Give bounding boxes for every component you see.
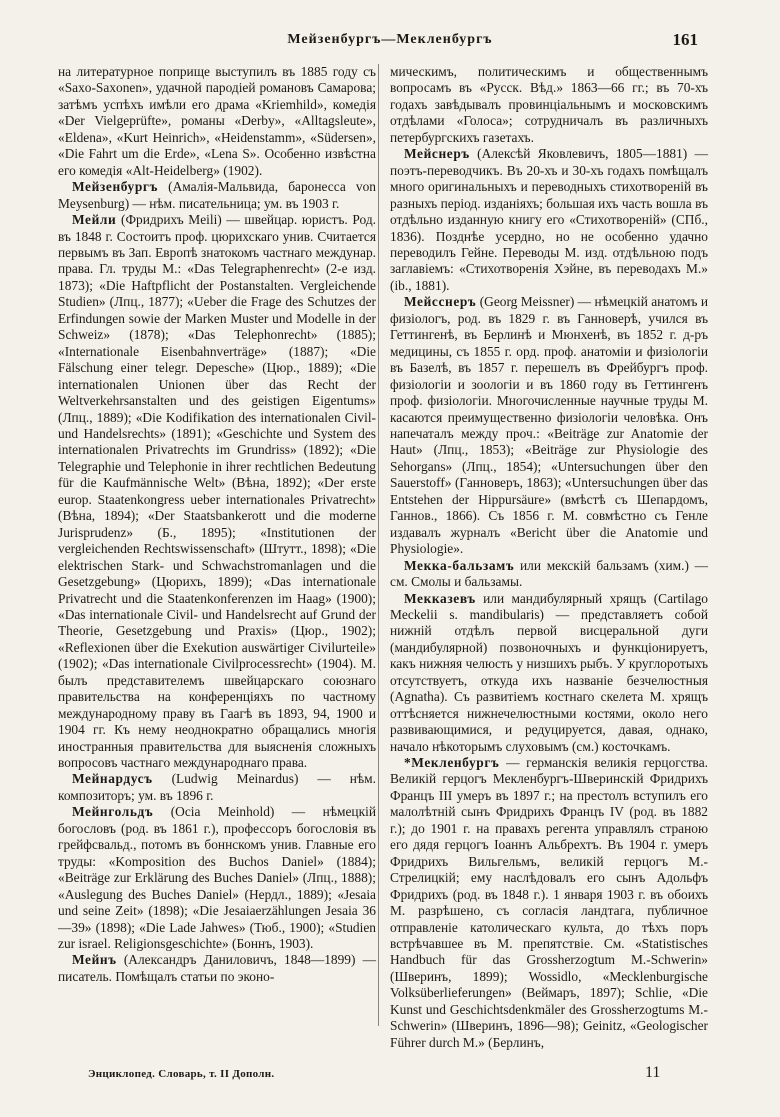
entry-text: или мекскій бальзамъ (хим.) — см. Смолы и бальзамы.: [390, 557, 708, 590]
entry-headword: Мейсснеръ: [404, 294, 477, 310]
entry-text: (Алексѣй Яковлевичъ, 1805—1881) — поэтъ-переводчикъ. Въ 20-хъ и 30-хъ годахъ помѣщалъ много оригинальныхъ и переводныхъ стихотвореній въ разныхъ період. изданіяхъ; большая ихъ часть вошла въ отдѣльно изданную книгу его «Стихотвореній» (СПб., 1836). Позднѣе усердно, но не особенно удачно переводилъ Гейне. Переводы М. изд. отдѣльною подъ заглавіемъ: «Стихотворенія Хэйне, въ переводахъ М.» (ib., 1881).: [390, 146, 708, 293]
entry-text: на литературное поприще выступилъ въ 1885 году съ «Saxo-Saxonen», удачной пародіей романовъ Самарова; затѣмъ успѣхъ имѣли его драма «Kriemhild», комедія «Der Vielgeprüfte», романы «Derby», «Alltagsleute», «Eldena», «Kurt Heinrich», «Heidenstamm», «Südersen», «Die Fahrt um die Erde», «Lena S». Особенно извѣстна его комедія «Alt-Heidelberg» (1902).: [58, 64, 376, 178]
entry-headword: Мейли: [72, 212, 117, 228]
entry-text: мическимъ, политическимъ и общественнымъ вопросамъ въ «Русск. Вѣд.» 1863—66 гг.; въ 70-хъ годахъ завѣдывалъ провинціальнымъ и московскимъ отдѣлами «Голоса»; сотрудничалъ въ различныхъ петербургскихъ газетахъ.: [390, 64, 708, 145]
entry-text: (Александръ Даниловичъ, 1848—1899) — писатель. Помѣщалъ статьи по эконо-: [58, 952, 376, 984]
entry-text: — германскія великія герцогства. Великій герцогъ Мекленбургъ-Шверинскій Фридрихъ Францъ III умеръ въ 1897 г.; на престолъ вступилъ его малолѣтній сынъ Фридрихъ Францъ IV (род. въ 1882 г.); до 1901 г. на правахъ регента управлялъ страною его дядя герцогъ Іоаннъ Альбрехтъ. Въ 1904 г. умеръ Фридрихъ Вильгельмъ, великій герцогъ М.-Стрелицкій; ему наслѣдовалъ его сынъ Адольфъ Фридрихъ (род. въ 1848 г.). 1 января 1903 г. въ обоихъ М. разрѣшено, съ согласія ландтага, публичное отправленіе католическаго культа, до тѣхъ поръ встрѣчавшее въ М. препятствіе. См. «Statistisches Handbuch für das Grossherzogtum M.-Schwerin» (Шверинъ, 1899); Wossidlo, «Mecklenburgische Volksüberlieferungen» (Веймаръ, 1897); Schlie, «Die Kunst und Geschichtsdenkmäler des Grossherzogtums M.-Schwerin» (Шверинъ, 1896—98); Geinitz, «Geologischer Führer durch M.» (Берлинъ,: [390, 755, 708, 1050]
entry: [390, 146, 708, 294]
entry-text: (Амалія-Мальвида, баронесса von Meysenburg) — нѣм. писательница; ум. въ 1903 г.: [58, 179, 376, 211]
right-column: [390, 64, 708, 1051]
entry-headword: Мейнъ: [72, 952, 117, 968]
entry: [390, 294, 708, 557]
entry-headword: Мекказевъ: [404, 590, 476, 606]
column-divider: [378, 64, 379, 1026]
entry-headword: Мейнгольдъ: [72, 804, 154, 820]
entry-headword: Мейнардусъ: [72, 771, 153, 787]
entry-text: (Ocia Meinhold) — нѣмецкій богословъ (род. въ 1861 г.), профессоръ богословія въ грейфсвальд., потомъ въ боннскомъ унив. Главные его труды: «Komposition des Buchos Daniel» (1884); «Beiträge zur Erklärung des Buches Daniel» (Лпц., 1888); «Auslegung des Buches Daniel» (Нердл., 1889); «Jesaia und seine Zeit» (1898); «Die Jesaiaerzählungen Jesaia 36—39» (1898); «Die Lade Jahwes» (Тюб., 1900); «Studien zur israel. Religionsgeschichte» (Боннъ, 1903).: [58, 804, 376, 952]
entry: [58, 212, 376, 771]
entry-headword: Мекка-бальзамъ: [404, 557, 515, 573]
entry-headword: Мейзенбургъ: [72, 179, 158, 195]
entry-text: (Ludwig Meinardus) — нѣм. композиторъ; ум. въ 1896 г.: [58, 771, 376, 803]
entry-headword: *Мекленбургъ: [404, 755, 500, 771]
entry: [390, 558, 708, 591]
entry: [58, 952, 376, 985]
entry-headword: Мейснеръ: [404, 146, 470, 162]
footer-signature: Энциклопед. Словарь, т. II Дополн.: [88, 1068, 275, 1080]
entry-text: (Georg Meissner) — нѣмецкій анатомъ и физіологъ, род. въ 1829 г. въ Ганноверѣ, учился въ Геттингенѣ, въ Берлинѣ и Мюнхенѣ, въ 1852 г. д-ръ медицины, съ 1855 г. орд. проф. анатоміи и физіологіи въ Базелѣ, въ 1857 г. перешелъ въ Фрейбургъ проф. физіологіи и зоологіи и въ 1860 году въ Геттингенъ проф. физіологіи. Многочисленные научные труды М. касаются преимущественно физіологіи человѣка. Онъ напечаталъ между проч.: «Beiträge zur Anatomie der Haut» (Лпц., 1853); «Beiträge zur Physiologie des Sehorgans» (Лпц., 1854); «Untersuchungen über den Sauerstoff» (Ганноверъ, 1863); «Untersuchungen über das Entstehen der Hippursäure» (вмѣстѣ съ Шепардомъ, Ганнов., 1866). Съ 1856 г. М. совмѣстно съ Генле издавалъ журналъ «Bericht über die Anatomie und Physiologie».: [390, 294, 708, 557]
left-column: [58, 64, 376, 985]
entry: [58, 804, 376, 952]
entry: [58, 771, 376, 804]
entry-text: (Фридрихъ Meili) — швейцар. юристъ. Род. въ 1848 г. Состоитъ проф. цюрихскаго унив. Считается первымъ въ Зап. Европѣ знатокомъ частнаго междунар. права. Гл. труды М.: «Das Telegraphenrecht» (2-е изд. 1873); «Die Haftpflicht der Postanstalten. Vergleichende Studien» (Лпц., 1877); «Ueber die Frage des Schutzes der Erfindungen sowie der Marken Muster und Modelle in der Schweiz» (1878); «Das Telephonrecht» (1885); «Internationale Eisenbahnverträge» (1887); «Die Fälschung einer telegr. Depesche» (Цюр., 1889); «Die internationalen Unionen über das Recht der Weltverkehrsanstalten und des geistigen Eigentums» (Лпц., 1889); «Die Kodifikation des internationalen Civil- und Handelsrechts» (1891); «Geschichte und System des internationalen Privatrechts im Grundriss» (1892); «Die Telegraphie und Telephonie in ihrer rechtlichen Bedeutung für die Kaufmännische Welt» (Вѣна, 1892); «Der erste europ. Staatenkongress ueber internationales Privatrecht» (Вѣна, 1894); «Der Staatsbankerott und die moderne Jurisprudenz» (Б., 1895); «Institutionen der vergleichenden Rechtswissenschaft» (Штутт., 1898); «Die elektrischen Stark- und Schwachstromanlagen und die Gesetzgebung» (Цюрихъ, 1899); «Das internationale Privatrecht und die Staatenkonferenzen im Haag» (1900); «Das internationale Civil- und Handelsrecht auf Grund der Theorie, Gesetzgebung und Praxis» (Цюр., 1902); «Reflexionen über die Exekution auswärtiger Civilurteile» (1902); «Das internationale Civilprocessrecht» (1904). М. былъ представителемъ швейцарскаго союзнаго правительства на конференціяхъ по частному международному праву въ Гаагѣ въ 1893, 94, 1900 и 1904 гг. Къ нему неоднократно обращались многія иностранныя правительства для выясненія сложныхъ вопросовъ частнаго международнаго права.: [58, 212, 376, 771]
entry-text: или мандибулярный хрящъ (Cartilago Meckelii s. mandibularis) — представляетъ собой нижній отдѣлъ первой висцеральной дуги (мандибулярной) позвоночныхъ и функціонируетъ, какъ нижняя челюсть у низшихъ рыбъ. У круглоротыхъ отсутствуетъ, откуда ихъ названіе безчелюстныя (Agnatha). Съ развитіемъ костнаго скелета М. хрящъ оттѣсняется нижнечелюстными костями, около него развивающимися, и редуцируется, давая, однако, начало нѣкоторымъ слуховымъ (см.) косточкамъ.: [390, 590, 708, 754]
entry: [390, 591, 708, 756]
entry: [390, 755, 708, 1051]
page-number: 161: [672, 30, 698, 49]
footer-sheet-number: 11: [645, 1064, 661, 1081]
entry-continuation: [58, 64, 376, 179]
entry-continuation: [390, 64, 708, 146]
entry: [58, 179, 376, 212]
running-header: Мейзенбургъ—Мекленбургъ: [287, 32, 493, 47]
